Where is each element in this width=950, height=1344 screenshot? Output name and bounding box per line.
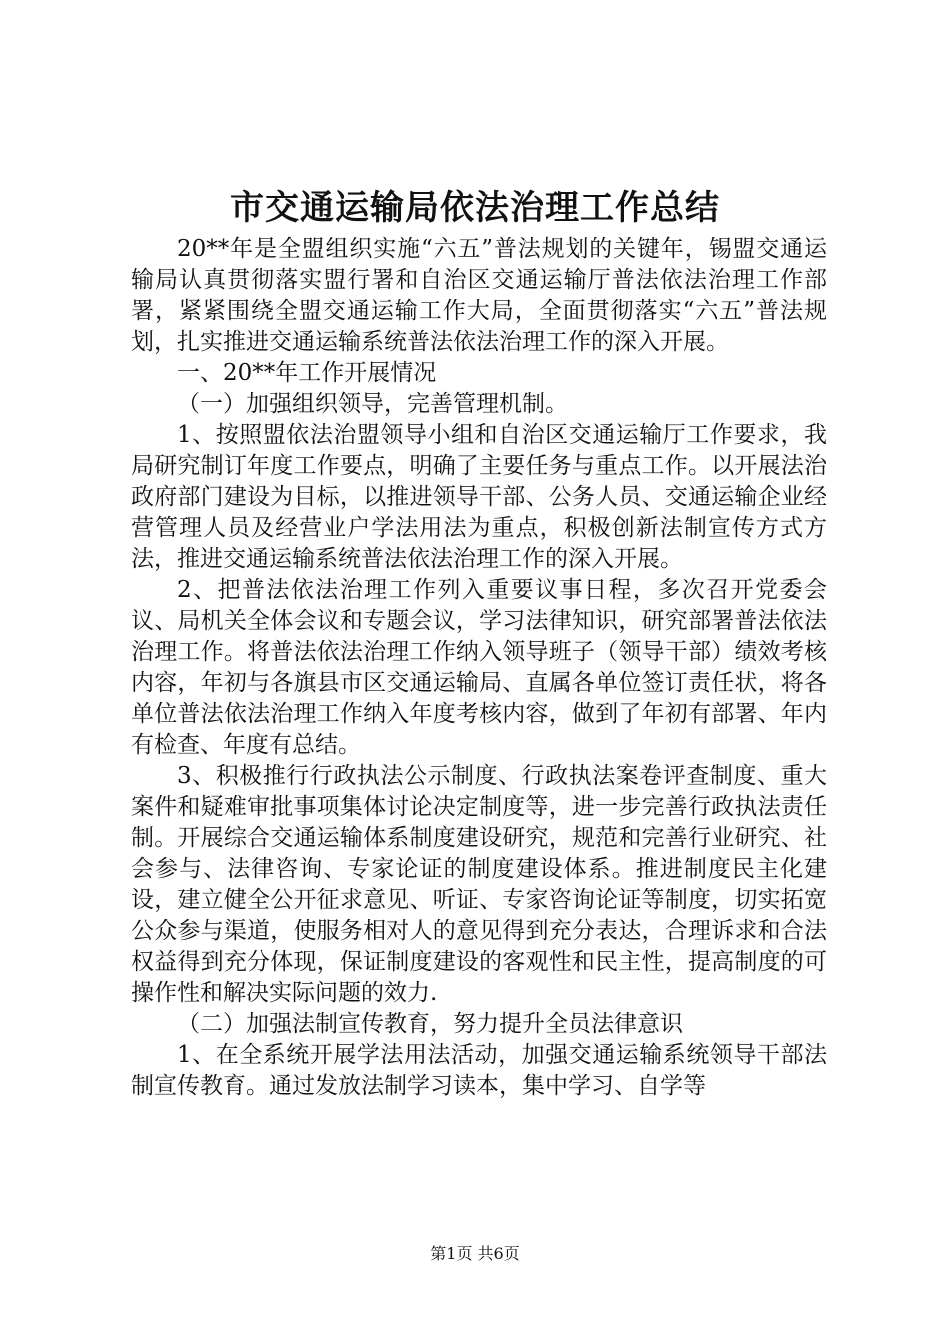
- section-heading: 一、20**年工作开展情况: [177, 360, 437, 386]
- page-number-footer: 第1页 共6页: [430, 1244, 520, 1263]
- paragraph: 3、积极推行行政执法公示制度、行政执法案卷评查制度、重大案件和疑难审批事项集体讨论决定制度等，进一步完善行政执法责任制。开展综合交通运输体系制度建设研究，规范和完善行业研究、社会参与、法律咨询、专家论证的制度建设体系。推进制度民主化建设，建立健全公开征求意见、听证、专家咨询论证等制度，切实拓宽公众参与渠道，使服务相对人的意见得到充分表达，合理诉求和合法权益得到充分体现，保证制度建设的客观性和民主性，提高制度的可操作性和解决实际问题的效力.: [131, 763, 827, 1006]
- paragraph-intro: 20**年是全盟组织实施“六五”普法规划的关键年，锡盟交通运输局认真贯彻落实盟行署和自治区交通运输厅普法依法治理工作部署，紧紧围绕全盟交通运输工作大局，全面贯彻落实“六五”普法规划，扎实推进交通运输系统普法依法治理工作的深入开展。: [131, 236, 827, 355]
- document-body: [131, 234, 827, 1102]
- document-title: 市交通运输局依法治理工作总结: [230, 188, 720, 228]
- paragraph: 2、把普法依法治理工作列入重要议事日程，多次召开党委会议、局机关全体会议和专题会议，学习法律知识，研究部署普法依法治理工作。将普法依法治理工作纳入领导班子（领导干部）绩效考核内容，年初与各旗县市区交通运输局、直属各单位签订责任状，将各单位普法依法治理工作纳入年度考核内容，做到了年初有部署、年内有检查、年度有总结。: [131, 577, 827, 758]
- paragraph: 1、在全系统开展学法用法活动，加强交通运输系统领导干部法制宣传教育。通过发放法制学习读本，集中学习、自学等: [131, 1042, 827, 1099]
- subsection-heading: （一）加强组织领导，完善管理机制。: [177, 391, 568, 417]
- subsection-heading: （二）加强法制宣传教育，努力提升全员法律意识: [177, 1011, 683, 1037]
- paragraph: 1、按照盟依法治盟领导小组和自治区交通运输厅工作要求，我局研究制订年度工作要点，明确了主要任务与重点工作。以开展法治政府部门建设为目标，以推进领导干部、公务人员、交通运输企业经营管理人员及经营业户学法用法为重点，积极创新法制宣传方式方法，推进交通运输系统普法依法治理工作的深入开展。: [131, 422, 827, 572]
